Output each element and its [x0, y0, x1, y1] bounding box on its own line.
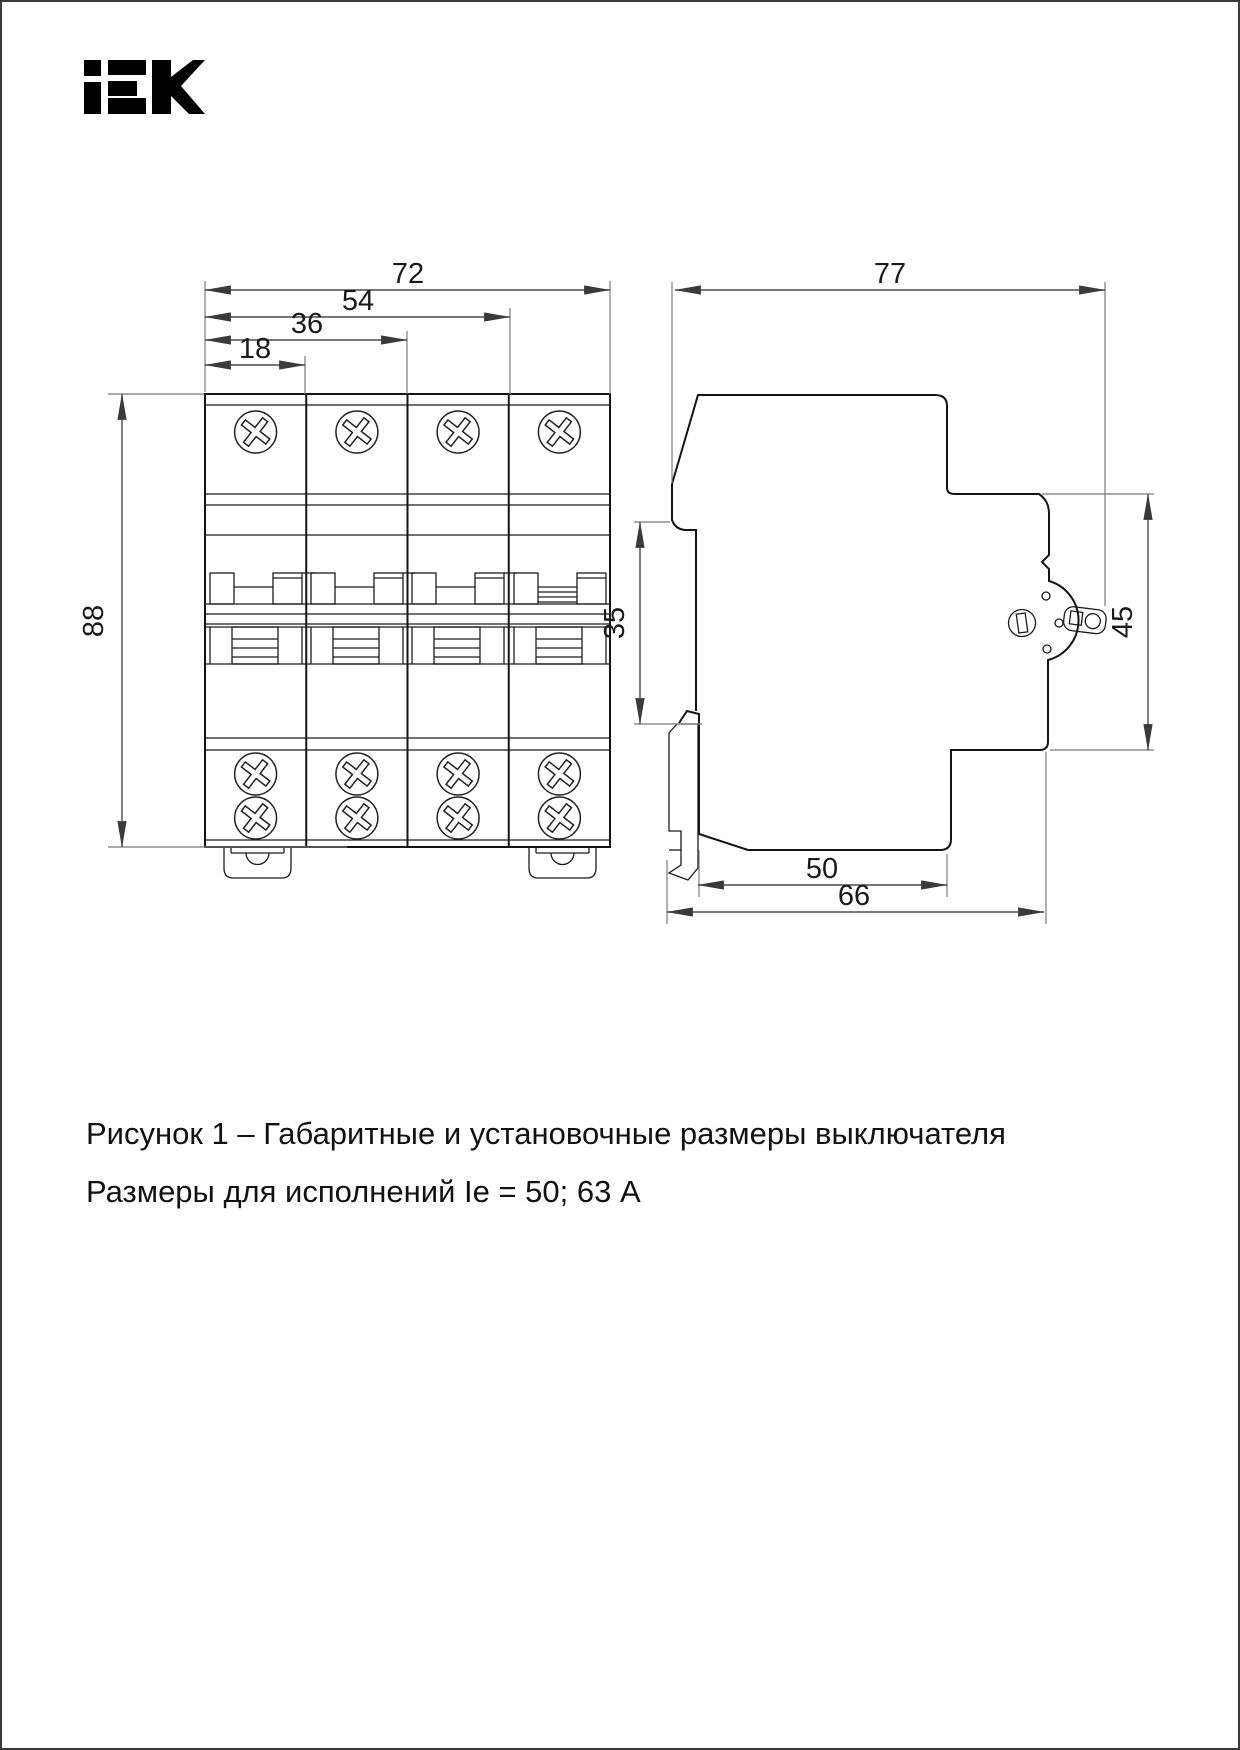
dim-label-88: 88 [78, 604, 110, 638]
front-view [78, 258, 610, 878]
dim-label-50: 50 [805, 853, 839, 885]
din-rail-clips [224, 847, 596, 878]
side-view-dimensions [599, 258, 1154, 924]
dim-label-77: 77 [873, 258, 907, 290]
din-latch-mechanism [1009, 592, 1108, 653]
side-din-clip [669, 724, 698, 880]
dim-label-18: 18 [238, 333, 272, 365]
breaker-dimension-drawing [2, 2, 1240, 1750]
dim-label-45: 45 [1107, 605, 1139, 639]
dim-label-54: 54 [341, 285, 375, 317]
figure-caption-line1: Рисунок 1 – Габаритные и установочные размеры выключателя [86, 1116, 1006, 1151]
latch-release-lever [1063, 606, 1108, 635]
side-front-recess [672, 484, 696, 711]
dim-label-36: 36 [290, 308, 324, 340]
dim-label-72: 72 [391, 258, 425, 290]
figure-caption-line2: Размеры для исполнений Ie = 50; 63 А [86, 1174, 641, 1209]
side-view [599, 258, 1154, 924]
dim-label-35: 35 [599, 606, 631, 640]
dim-label-66: 66 [837, 880, 871, 912]
